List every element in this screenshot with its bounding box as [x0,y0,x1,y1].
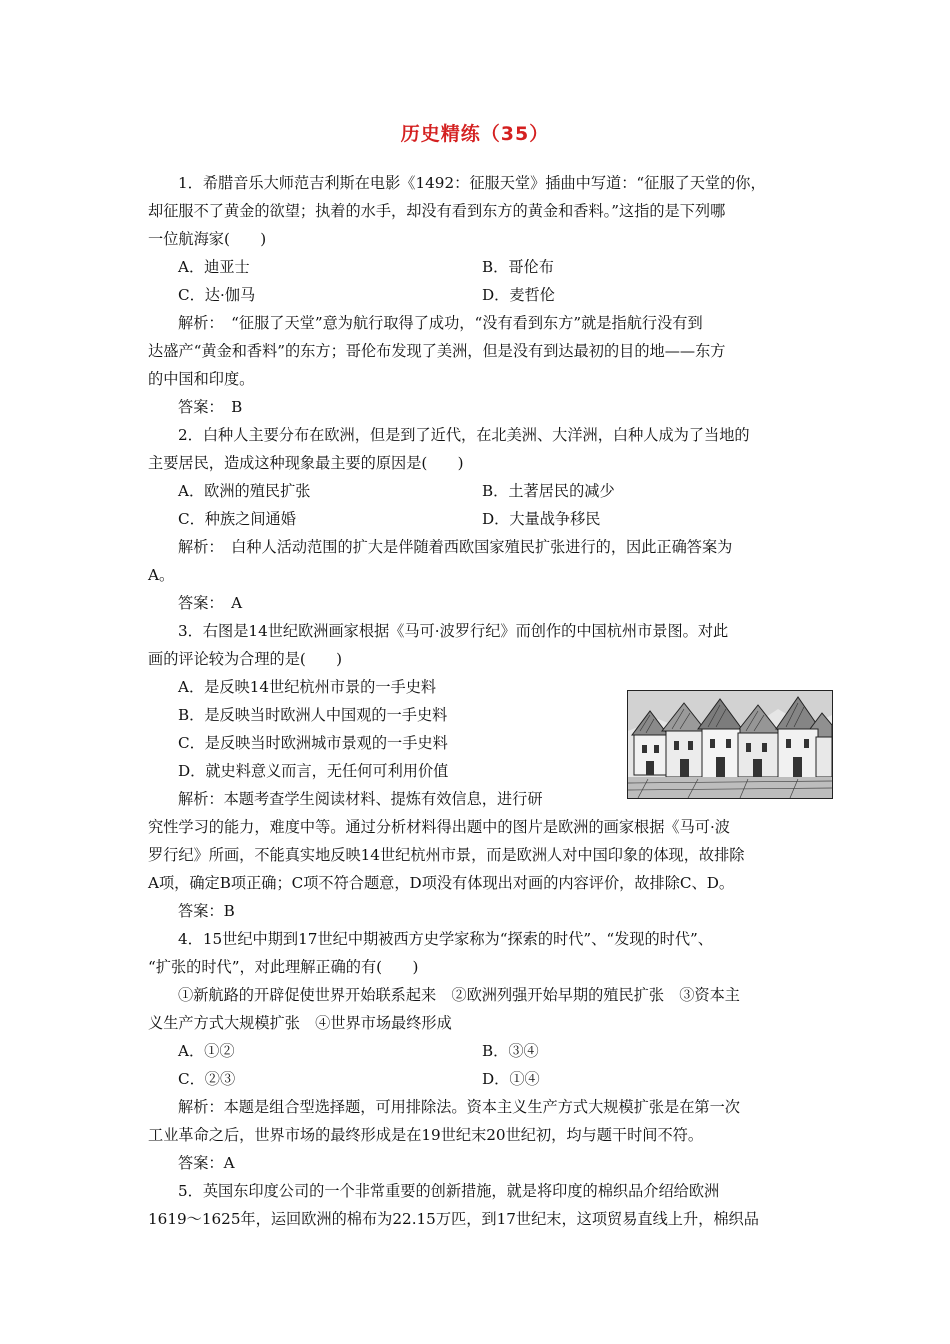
q1-answer: 答案： B [178,398,243,416]
q1-stem-line-2: 却征服不了黄金的欲望；执着的水手，却没有看到东方的黄金和香料。”这指的是下列哪 [148,202,726,220]
q4-option-d: D．①④ [482,1070,540,1088]
q2-analysis-line-2: A。 [148,566,175,584]
q1-option-c: C．达·伽马 [178,286,256,304]
q3-option-c: C．是反映当时欧洲城市景观的一手史料 [178,734,448,752]
q3-stem-line-2: 画的评论较为合理的是( ) [148,650,343,668]
q4-stem-line-2: “扩张的时代”，对此理解正确的有( ) [148,958,419,976]
q1-stem-line-1: 1．希腊音乐大师范吉利斯在电影《1492：征服天堂》插曲中写道：“征服了天堂的你， [178,174,766,192]
page-title: 历史精练（35） [400,123,550,145]
q3-option-b: B．是反映当时欧洲人中国观的一手史料 [178,706,448,724]
q2-stem-line-2: 主要居民，造成这种现象最主要的原因是( ) [148,454,464,472]
q3-answer: 答案：B [178,902,235,920]
q3-stem-line-1: 3．右图是14世纪欧洲画家根据《马可·波罗行纪》而创作的中国杭州市景图。对此 [178,622,729,640]
q4-option-c: C．②③ [178,1070,236,1088]
q3-option-a: A．是反映14世纪杭州市景的一手史料 [178,678,437,696]
q2-option-b: B．土著居民的减少 [482,482,615,500]
q1-analysis-line-3: 的中国和印度。 [148,370,255,388]
q1-analysis-line-1: 解析： “征服了天堂”意为航行取得了成功，“没有看到东方”就是指航行没有到 [178,314,703,332]
q2-analysis-line-1: 解析： 白种人活动范围的扩大是伴随着西欧国家殖民扩张进行的，因此正确答案为 [178,538,733,556]
q3-analysis-line-2: 究性学习的能力，难度中等。通过分析材料得出题中的图片是欧洲的画家根据《马可·波 [148,818,730,836]
q5-stem-line-1: 5．英国东印度公司的一个非常重要的创新措施，就是将印度的棉织品介绍给欧洲 [178,1182,720,1200]
q3-option-d: D．就史料意义而言，无任何可利用价值 [178,762,449,780]
q4-stem-line-1: 4．15世纪中期到17世纪中期被西方史学家称为“探索的时代”、“发现的时代”、 [178,930,713,948]
q3-analysis-line-4: A项，确定B项正确；C项不符合题意，D项没有体现出对画的内容评价，故排除C、D。 [148,874,735,892]
q2-answer: 答案： A [178,594,243,612]
q4-items-line-1: ①新航路的开辟促使世界开始联系起来 ②欧洲列强开始早期的殖民扩张 ③资本主 [178,986,740,1004]
q3-analysis-line-1: 解析：本题考查学生阅读材料、提炼有效信息，进行研 [178,790,543,808]
q4-option-b: B．③④ [482,1042,539,1060]
q1-option-b: B．哥伦布 [482,258,554,276]
q1-option-a: A．迪亚士 [178,258,250,276]
q1-analysis-line-2: 达盛产“黄金和香料”的东方；哥伦布发现了美洲，但是没有到达最初的目的地——东方 [148,342,726,360]
q4-option-a: A．①② [178,1042,235,1060]
q1-stem-line-3: 一位航海家( ) [148,230,267,248]
q2-option-c: C．种族之间通婚 [178,510,296,528]
q4-answer: 答案：A [178,1154,235,1172]
q2-option-d: D．大量战争移民 [482,510,601,528]
hangzhou-city-picture [627,690,833,799]
q1-option-d: D．麦哲伦 [482,286,555,304]
q4-items-line-2: 义生产方式大规模扩张 ④世界市场最终形成 [148,1014,452,1032]
q5-stem-line-2: 1619～1625年，运回欧洲的棉布为22.15万匹，到17世纪末，这项贸易直线上升，棉织品 [148,1210,759,1228]
q4-analysis-line-2: 工业革命之后，世界市场的最终形成是在19世纪末20世纪初，均与题干时间不符。 [148,1126,704,1144]
q2-stem-line-1: 2．白种人主要分布在欧洲，但是到了近代，在北美洲、大洋洲，白种人成为了当地的 [178,426,750,444]
q4-analysis-line-1: 解析：本题是组合型选择题，可用排除法。资本主义生产方式大规模扩张是在第一次 [178,1098,740,1116]
q2-option-a: A．欧洲的殖民扩张 [178,482,311,500]
q3-analysis-line-3: 罗行纪》所画，不能真实地反映14世纪杭州市景，而是欧洲人对中国印象的体现，故排除 [148,846,745,864]
